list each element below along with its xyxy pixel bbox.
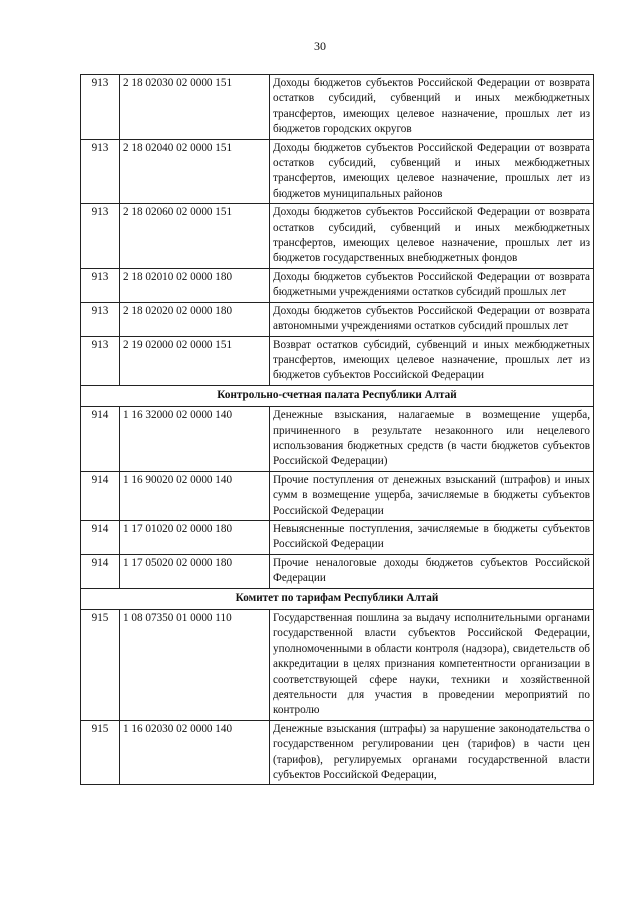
table-row — [81, 720, 594, 785]
table-row — [81, 520, 594, 554]
section-header-row — [81, 385, 594, 406]
budget-code-cell: 2 18 02040 02 0000 151 — [120, 139, 270, 204]
admin-code-cell: 913 — [81, 336, 120, 385]
budget-code-cell: 1 16 02030 02 0000 140 — [120, 720, 270, 785]
section-header-row — [81, 588, 594, 609]
admin-code-cell: 913 — [81, 139, 120, 204]
budget-code-cell: 1 17 01020 02 0000 180 — [120, 520, 270, 554]
budget-code-cell: 2 18 02010 02 0000 180 — [120, 268, 270, 302]
admin-code-cell: 915 — [81, 720, 120, 785]
table-row — [81, 302, 594, 336]
budget-code-cell: 1 17 05020 02 0000 180 — [120, 554, 270, 588]
section-title: Комитет по тарифам Республики Алтай — [81, 588, 594, 609]
table-row — [81, 471, 594, 520]
admin-code-cell: 913 — [81, 75, 120, 140]
budget-code-cell: 1 08 07350 01 0000 110 — [120, 610, 270, 721]
admin-code-cell: 913 — [81, 302, 120, 336]
revenue-description-cell: Доходы бюджетов субъектов Российской Федерации от возврата остатков субсидий, субвенций и иных межбюджетных трансфертов, имеющих целевое назначение, прошлых лет из бюджетов городских округов — [270, 75, 594, 140]
budget-code-cell: 1 16 32000 02 0000 140 — [120, 407, 270, 472]
section-title: Контрольно-счетная палата Республики Алтай — [81, 385, 594, 406]
table-row — [81, 336, 594, 385]
table-row — [81, 75, 594, 140]
admin-code-cell: 915 — [81, 610, 120, 721]
budget-code-cell: 2 19 02000 02 0000 151 — [120, 336, 270, 385]
table-body — [81, 75, 594, 785]
admin-code-cell: 913 — [81, 268, 120, 302]
table-row — [81, 204, 594, 269]
budget-code-cell: 2 18 02030 02 0000 151 — [120, 75, 270, 140]
revenue-description-cell: Доходы бюджетов субъектов Российской Федерации от возврата остатков субсидий, субвенций и иных межбюджетных трансфертов, имеющих целевое назначение, прошлых лет из бюджетов государственных внебюджетных фондов — [270, 204, 594, 269]
admin-code-cell: 914 — [81, 407, 120, 472]
page-number: 30 — [314, 39, 326, 53]
revenue-description-cell: Доходы бюджетов субъектов Российской Федерации от возврата автономными учреждениями остатков субсидий прошлых лет — [270, 302, 594, 336]
revenue-codes-table — [80, 74, 594, 785]
admin-code-cell: 914 — [81, 471, 120, 520]
budget-code-cell: 2 18 02020 02 0000 180 — [120, 302, 270, 336]
table-row — [81, 268, 594, 302]
revenue-description-cell: Прочие неналоговые доходы бюджетов субъектов Российской Федерации — [270, 554, 594, 588]
revenue-description-cell: Возврат остатков субсидий, субвенций и иных межбюджетных трансфертов, имеющих целевое назначение, прошлых лет из бюджетов субъектов Российской Федерации — [270, 336, 594, 385]
table-row — [81, 139, 594, 204]
admin-code-cell: 914 — [81, 520, 120, 554]
revenue-description-cell: Денежные взыскания (штрафы) за нарушение законодательства о государственном регулировании цен (тарифов) в части цен (тарифов), регулируемых органами государственной власти субъектов Российской Федерации, — [270, 720, 594, 785]
revenue-description-cell: Государственная пошлина за выдачу исполнительными органами государственной власти субъектов Российской Федерации, уполномоченными в области контроля (надзора), свидетельств об аккредитации в целях признания компетентности организации в соответствующей сфере науки, техники и хозяйственной деятельности для участия в проведении мероприятий по контролю — [270, 610, 594, 721]
table-row — [81, 407, 594, 472]
revenue-description-cell: Денежные взыскания, налагаемые в возмещение ущерба, причиненного в результате незаконного или нецелевого использования бюджетных средств (в части бюджетов субъектов Российской Федерации) — [270, 407, 594, 472]
budget-code-cell: 1 16 90020 02 0000 140 — [120, 471, 270, 520]
admin-code-cell: 913 — [81, 204, 120, 269]
revenue-description-cell: Доходы бюджетов субъектов Российской Федерации от возврата остатков субсидий, субвенций и иных межбюджетных трансфертов, имеющих целевое назначение, прошлых лет из бюджетов муниципальных районов — [270, 139, 594, 204]
budget-code-cell: 2 18 02060 02 0000 151 — [120, 204, 270, 269]
revenue-description-cell: Прочие поступления от денежных взысканий (штрафов) и иных сумм в возмещение ущерба, зачисляемые в бюджеты субъектов Российской Федерации — [270, 471, 594, 520]
table-row — [81, 610, 594, 721]
revenue-description-cell: Невыясненные поступления, зачисляемые в бюджеты субъектов Российской Федерации — [270, 520, 594, 554]
admin-code-cell: 914 — [81, 554, 120, 588]
revenue-description-cell: Доходы бюджетов субъектов Российской Федерации от возврата бюджетными учреждениями остатков субсидий прошлых лет — [270, 268, 594, 302]
table-row — [81, 554, 594, 588]
